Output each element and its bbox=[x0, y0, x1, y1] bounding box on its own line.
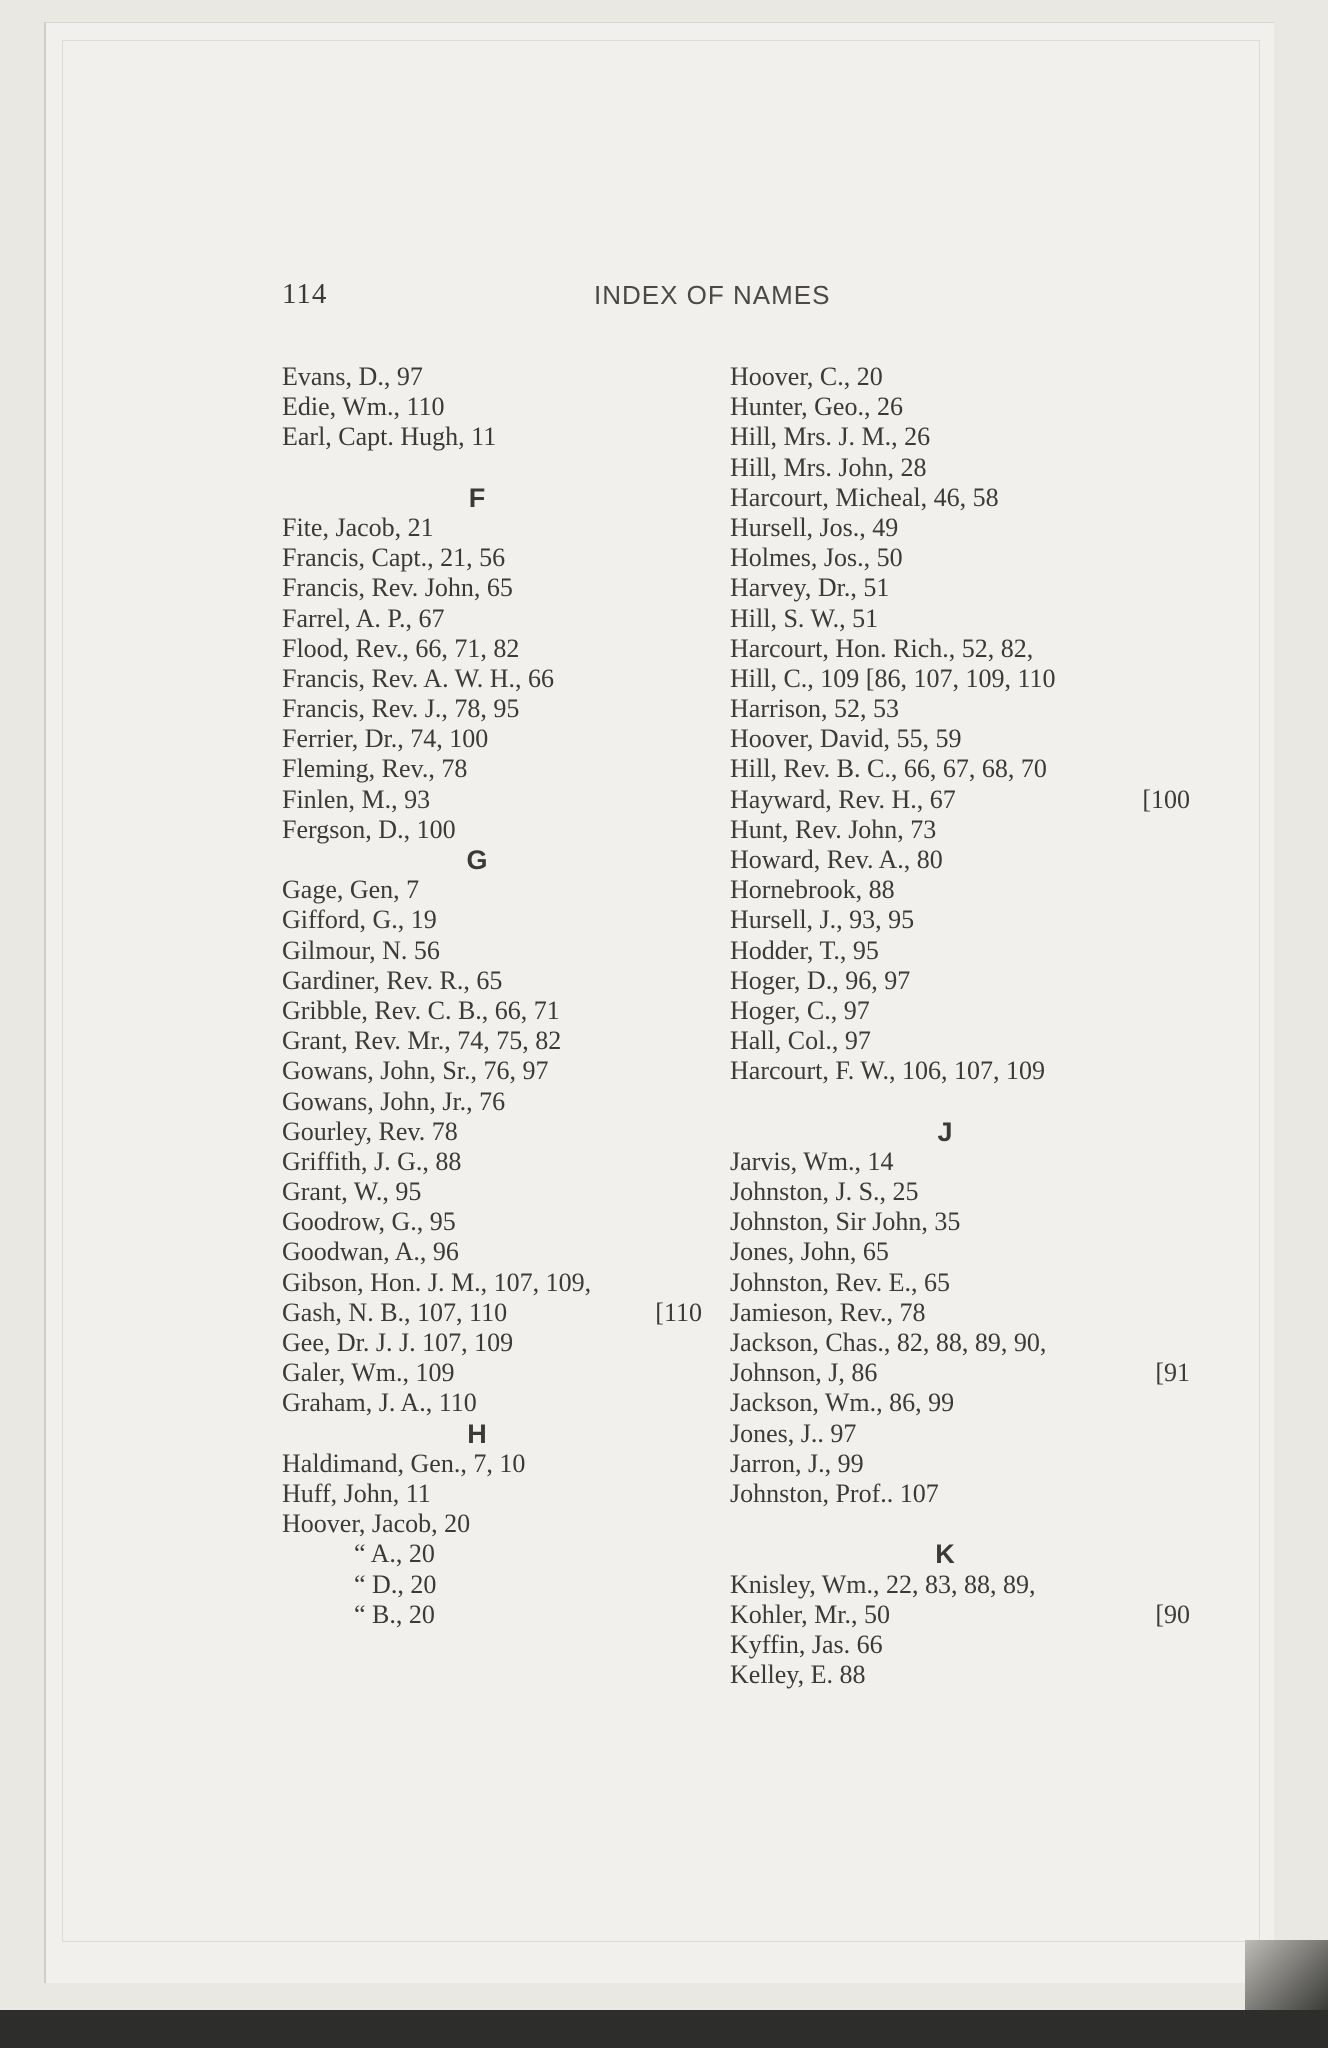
index-entry-text: Hornebrook, 88 bbox=[730, 875, 895, 905]
index-entry bbox=[282, 513, 702, 543]
section-letter: J bbox=[937, 1116, 953, 1147]
index-entry-text: Graham, J. A., 110 bbox=[282, 1388, 477, 1418]
index-entry-text: Gourley, Rev. 78 bbox=[282, 1116, 458, 1146]
index-entry-text: Ferrier, Dr., 74, 100 bbox=[282, 724, 489, 754]
index-entry-text: Fite, Jacob, 21 bbox=[282, 512, 434, 542]
page-header bbox=[0, 278, 1328, 318]
index-entry-text: Haldimand, Gen., 7, 10 bbox=[282, 1448, 526, 1478]
index-entry bbox=[282, 1268, 702, 1298]
index-entry bbox=[730, 1298, 1190, 1328]
index-entry bbox=[282, 1177, 702, 1207]
index-entry bbox=[730, 1600, 1190, 1630]
index-entry-text: Kyffin, Jas. 66 bbox=[730, 1629, 883, 1659]
index-entry-text: Hoover, C., 20 bbox=[730, 362, 883, 391]
index-entry bbox=[730, 392, 1190, 422]
index-entry bbox=[282, 604, 702, 634]
index-entry bbox=[282, 724, 702, 754]
index-entry-text: Gowans, John, Sr., 76, 97 bbox=[282, 1056, 549, 1086]
index-entry bbox=[730, 1630, 1190, 1660]
index-entry bbox=[730, 513, 1190, 543]
index-column-left bbox=[282, 362, 702, 1630]
index-entry-text: Hayward, Rev. H., 67 bbox=[730, 784, 956, 814]
index-entry-text: Fleming, Rev., 78 bbox=[282, 754, 468, 784]
index-entry-text: Harcourt, F. W., 106, 107, 109 bbox=[730, 1056, 1045, 1086]
index-entry bbox=[282, 936, 702, 966]
index-entry bbox=[730, 543, 1190, 573]
index-entry-text: Hill, Mrs. John, 28 bbox=[730, 452, 927, 482]
index-entry-text: Hursell, Jos., 49 bbox=[730, 512, 899, 542]
index-entry-text: Edie, Wm., 110 bbox=[282, 392, 445, 422]
index-entry bbox=[730, 815, 1190, 845]
index-entry bbox=[282, 543, 702, 573]
index-entry bbox=[282, 875, 702, 905]
index-entry bbox=[282, 966, 702, 996]
index-entry-text: Harrison, 52, 53 bbox=[730, 694, 899, 724]
index-entry-text: Evans, D., 97 bbox=[282, 362, 423, 391]
index-entry bbox=[282, 1117, 702, 1147]
index-entry bbox=[730, 724, 1190, 754]
index-entry-text: Johnson, J, 86 bbox=[730, 1358, 878, 1388]
index-entry-text: Howard, Rev. A., 80 bbox=[730, 845, 943, 874]
index-entry bbox=[282, 815, 702, 845]
index-entry bbox=[282, 785, 702, 815]
page-number: 114 bbox=[282, 278, 328, 310]
index-entry-text: “ D., 20 bbox=[354, 1569, 437, 1599]
index-entry bbox=[282, 634, 702, 664]
index-entry bbox=[730, 1207, 1190, 1237]
index-entry-text: Kohler, Mr., 50 bbox=[730, 1599, 890, 1629]
index-entry-text: Flood, Rev., 66, 71, 82 bbox=[282, 633, 520, 663]
index-entry-text: Gage, Gen, 7 bbox=[282, 875, 420, 905]
index-entry-text: Hoover, Jacob, 20 bbox=[282, 1509, 471, 1539]
index-entry bbox=[282, 1056, 702, 1086]
section-letter: G bbox=[466, 845, 488, 875]
index-entry bbox=[730, 936, 1190, 966]
index-entry bbox=[730, 1328, 1190, 1358]
index-entry-text: Jarvis, Wm., 14 bbox=[730, 1146, 894, 1176]
section-spacer bbox=[730, 1087, 1190, 1117]
index-entry bbox=[730, 1268, 1190, 1298]
index-entry bbox=[282, 754, 702, 784]
index-entry-continuation: [110 bbox=[655, 1297, 702, 1327]
index-entry bbox=[730, 1449, 1190, 1479]
index-entry-text: Jarron, J., 99 bbox=[730, 1448, 864, 1478]
index-entry bbox=[282, 1449, 702, 1479]
page-title: INDEX OF NAMES bbox=[594, 280, 831, 310]
index-entry-text: Hill, C., 109 [86, 107, 109, 110 bbox=[730, 663, 1056, 693]
index-entry bbox=[282, 422, 702, 452]
index-entry bbox=[282, 362, 702, 392]
index-entry bbox=[730, 1026, 1190, 1056]
index-entry bbox=[730, 1177, 1190, 1207]
index-entry-text: Johnston, Rev. E., 65 bbox=[730, 1267, 951, 1297]
index-entry-continuation: [100 bbox=[1142, 784, 1190, 814]
index-entry-text: “ A., 20 bbox=[354, 1539, 435, 1569]
index-entry bbox=[730, 1237, 1190, 1267]
index-entry bbox=[282, 1147, 702, 1177]
index-entry-text: Francis, Rev. John, 65 bbox=[282, 573, 513, 603]
index-entry-text: Harcourt, Hon. Rich., 52, 82, bbox=[730, 633, 1034, 663]
index-entry-text: Finlen, M., 93 bbox=[282, 784, 431, 814]
index-entry-text: Jamieson, Rev., 78 bbox=[730, 1297, 926, 1327]
index-entry-text: Grant, W., 95 bbox=[282, 1177, 422, 1207]
section-letter: F bbox=[468, 482, 486, 513]
index-entry bbox=[730, 966, 1190, 996]
index-entry-text: Jones, John, 65 bbox=[730, 1237, 889, 1267]
index-entry-text: Johnston, Sir John, 35 bbox=[730, 1207, 961, 1237]
index-entry-text: Gash, N. B., 107, 110 bbox=[282, 1297, 508, 1327]
index-entry bbox=[730, 1147, 1190, 1177]
index-entry-text: Harcourt, Micheal, 46, 58 bbox=[730, 482, 999, 512]
index-entry bbox=[282, 1388, 702, 1418]
index-entry-text: “ B., 20 bbox=[354, 1599, 435, 1629]
index-entry-text: Francis, Rev. A. W. H., 66 bbox=[282, 663, 555, 693]
index-entry bbox=[282, 905, 702, 935]
index-entry-text: Gibson, Hon. J. M., 107, 109, bbox=[282, 1267, 592, 1297]
index-entry-text: Francis, Rev. J., 78, 95 bbox=[282, 694, 520, 724]
index-entry bbox=[282, 392, 702, 422]
index-entry-text: Galer, Wm., 109 bbox=[282, 1358, 455, 1388]
index-entry-text: Knisley, Wm., 22, 83, 88, 89, bbox=[730, 1569, 1036, 1599]
index-entry-text: Huff, John, 11 bbox=[282, 1478, 431, 1508]
index-entry bbox=[282, 1358, 702, 1388]
index-entry bbox=[730, 453, 1190, 483]
index-entry-text: Griffith, J. G., 88 bbox=[282, 1146, 462, 1176]
index-entry bbox=[282, 1087, 702, 1117]
index-entry-text: Jackson, Chas., 82, 88, 89, 90, bbox=[730, 1328, 1047, 1357]
scan-edge bbox=[0, 2010, 1328, 2048]
index-entry bbox=[282, 1298, 702, 1328]
index-entry bbox=[730, 362, 1190, 392]
index-entry-text: Hill, Mrs. J. M., 26 bbox=[730, 422, 931, 452]
index-entry bbox=[730, 1660, 1190, 1690]
index-entry bbox=[282, 694, 702, 724]
section-spacer bbox=[730, 1509, 1190, 1539]
index-entry bbox=[730, 845, 1190, 875]
index-entry-text: Hoover, David, 55, 59 bbox=[730, 724, 962, 754]
index-entry-text: Gardiner, Rev. R., 65 bbox=[282, 965, 503, 995]
section-letter: H bbox=[467, 1418, 487, 1449]
index-entry-text: Hunt, Rev. John, 73 bbox=[730, 814, 937, 844]
index-entry-text: Johnston, J. S., 25 bbox=[730, 1177, 919, 1207]
index-entry bbox=[730, 1388, 1190, 1418]
index-entry bbox=[282, 1237, 702, 1267]
index-entry-text: Hall, Col., 97 bbox=[730, 1026, 871, 1056]
index-entry-text: Jackson, Wm., 86, 99 bbox=[730, 1388, 955, 1418]
index-entry bbox=[730, 785, 1190, 815]
index-entry-continuation: [90 bbox=[1155, 1599, 1190, 1629]
index-entry-text: Gilmour, N. 56 bbox=[282, 935, 440, 965]
index-entry bbox=[730, 1419, 1190, 1449]
index-entry bbox=[730, 1570, 1190, 1600]
index-entry-text: Holmes, Jos., 50 bbox=[730, 543, 903, 573]
index-entry bbox=[282, 1479, 702, 1509]
index-entry bbox=[730, 754, 1190, 784]
index-entry-text: Grant, Rev. Mr., 74, 75, 82 bbox=[282, 1026, 562, 1056]
index-entry-text: Hodder, T., 95 bbox=[730, 935, 879, 965]
index-entry-text: Gee, Dr. J. J. 107, 109 bbox=[282, 1328, 514, 1357]
index-entry bbox=[282, 573, 702, 603]
index-entry-text: Harvey, Dr., 51 bbox=[730, 573, 890, 603]
index-entry bbox=[730, 422, 1190, 452]
index-entry-text: Francis, Capt., 21, 56 bbox=[282, 543, 506, 573]
index-entry-text: Earl, Capt. Hugh, 11 bbox=[282, 422, 497, 452]
index-entry bbox=[282, 664, 702, 694]
index-entry bbox=[282, 1600, 702, 1630]
index-entry-text: Hill, Rev. B. C., 66, 67, 68, 70 bbox=[730, 754, 1047, 784]
index-entry-text: Goodrow, G., 95 bbox=[282, 1207, 456, 1237]
index-entry bbox=[730, 1479, 1190, 1509]
index-entry-text: Jones, J.. 97 bbox=[730, 1418, 857, 1448]
index-entry-text: Farrel, A. P., 67 bbox=[282, 603, 445, 633]
index-entry bbox=[730, 875, 1190, 905]
index-entry bbox=[282, 1509, 702, 1539]
index-entry-text: Goodwan, A., 96 bbox=[282, 1237, 459, 1267]
index-entry bbox=[282, 1207, 702, 1237]
index-entry bbox=[730, 905, 1190, 935]
index-entry bbox=[282, 1570, 702, 1600]
index-entry bbox=[730, 634, 1190, 664]
index-entry bbox=[282, 996, 702, 1026]
index-entry-text: Gifford, G., 19 bbox=[282, 905, 437, 935]
index-entry bbox=[730, 483, 1190, 513]
index-entry-text: Hoger, C., 97 bbox=[730, 995, 870, 1025]
index-entry-text: Hursell, J., 93, 95 bbox=[730, 905, 915, 935]
index-entry-continuation: [91 bbox=[1155, 1358, 1190, 1388]
index-entry-text: Hill, S. W., 51 bbox=[730, 603, 879, 633]
index-entry bbox=[730, 694, 1190, 724]
index-entry bbox=[282, 1328, 702, 1358]
index-entry bbox=[730, 604, 1190, 634]
index-entry-text: Kelley, E. 88 bbox=[730, 1660, 866, 1690]
index-entry bbox=[282, 1026, 702, 1056]
index-entry bbox=[730, 664, 1190, 694]
index-entry-text: Hoger, D., 96, 97 bbox=[730, 965, 911, 995]
index-entry bbox=[730, 1358, 1190, 1388]
index-entry bbox=[730, 573, 1190, 603]
index-entry-text: Fergson, D., 100 bbox=[282, 814, 456, 844]
index-entry bbox=[730, 1056, 1190, 1086]
index-entry bbox=[282, 1539, 702, 1569]
section-spacer bbox=[282, 453, 702, 483]
index-entry bbox=[730, 996, 1190, 1026]
index-entry-text: Johnston, Prof.. 107 bbox=[730, 1478, 939, 1508]
index-entry-text: Gowans, John, Jr., 76 bbox=[282, 1086, 506, 1116]
scan-corner bbox=[1245, 1940, 1328, 2010]
index-column-right bbox=[730, 362, 1190, 1690]
index-entry-text: Hunter, Geo., 26 bbox=[730, 392, 903, 422]
index-entry-text: Gribble, Rev. C. B., 66, 71 bbox=[282, 995, 560, 1025]
section-letter: K bbox=[935, 1539, 955, 1570]
